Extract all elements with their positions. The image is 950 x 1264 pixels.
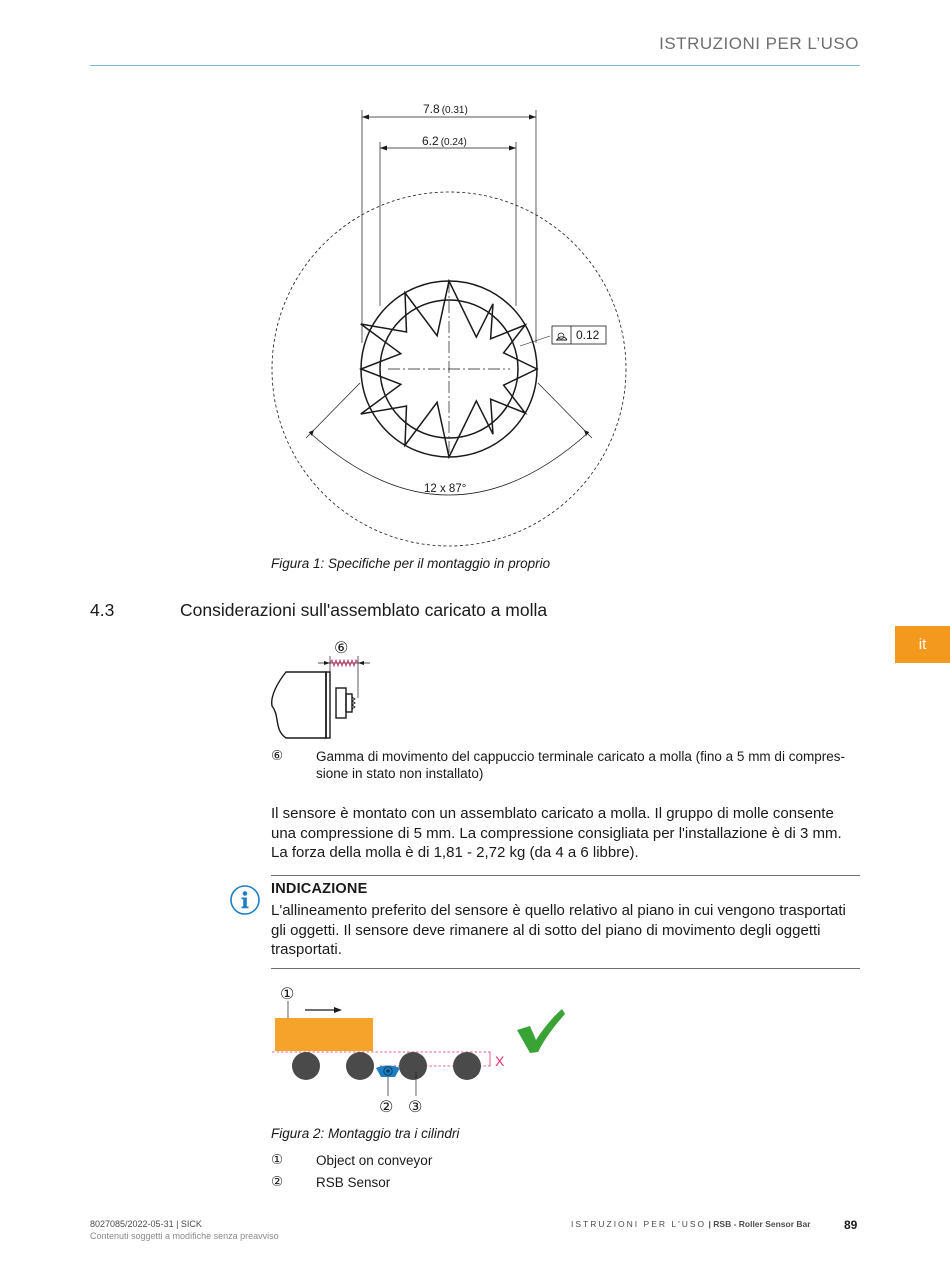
callout-roller: ③ [408,1099,423,1116]
legend-text: Gamma di movimento del cappuccio terminale caricato a molla (fino a 5 mm di compressione in stato non installato) [316,749,845,781]
legend-number: ② [271,1174,284,1189]
legend-text: Object on conveyor [316,1153,433,1168]
dim-outer-inch: (0.31) [441,105,468,116]
note-title: INDICAZIONE [271,881,368,897]
svg-text:6.2(0.24) [422,134,467,148]
roller [453,1052,481,1080]
footer-manual-title [571,1219,811,1229]
note-top-rule [271,875,860,876]
info-icon [229,884,261,916]
section-number: 4.3 [90,600,115,620]
figure-1-caption: Figura 1: Specifiche per il montaggio in proprio [271,556,551,571]
roller [399,1052,427,1080]
note-text: L'allineamento preferito del sensore è quello relativo al piano in cui vengono trasportati gli oggetti. Il sensore deve rimanere al di sotto del piano di movimento degli oggetti trasportati. [271,902,846,958]
tolerance-value: 0.12 [576,328,600,342]
check-mark-icon [517,1009,565,1053]
footer-notice: Contenuti soggetti a modifiche senza preavviso [90,1231,279,1241]
footer-product-label: | RSB - Roller Sensor Bar [708,1219,811,1229]
footer-document-info [90,1218,279,1242]
angle-label: 12 x 87° [424,483,467,495]
legend-text: RSB Sensor [316,1175,391,1190]
header-divider [90,65,860,66]
roller [292,1052,320,1080]
page-number: 89 [844,1218,858,1232]
footer-doc-id: 8027085/2022-05-31 | SICK [90,1219,202,1229]
roller [346,1052,374,1080]
footer-manual-label: ISTRUZIONI PER L'USO [571,1219,707,1229]
language-tab-label: it [918,636,927,653]
rsb-sensor [376,1066,400,1078]
language-tab[interactable] [895,626,950,663]
section-title: Considerazioni sull'assemblato caricato a molla [180,600,548,620]
callout-object: ① [280,986,295,1003]
x-label: X [495,1053,505,1069]
figure-1-drawing [262,98,642,553]
svg-text:7.8(0.31) [423,102,468,116]
figure-2-drawing [262,980,582,1122]
conveyor-object [275,1018,373,1051]
callout-sensor: ② [379,1099,394,1116]
spring-callout-6: ⑥ [334,640,349,657]
legend-number: ⑥ [271,748,284,763]
figure-2-caption: Figura 2: Montaggio tra i cilindri [271,1126,460,1141]
page-header-title: ISTRUZIONI PER L’USO [659,34,859,53]
dim-outer-value: 7.8 [423,102,440,116]
note-bottom-rule [271,968,860,969]
legend-number: ① [271,1152,284,1167]
spring-endcap-drawing [262,634,382,742]
body-paragraph: Il sensore è montato con un assemblato caricato a molla. Il gruppo di molle consente una compressione di 5 mm. La compressione consigliata per l'installazione è di 3 mm. La forza della molla è di 1,81 - 2,72 kg (da 4 a 6 libbre). [271,805,842,861]
dim-inner-inch: (0.24) [440,137,467,148]
dim-inner-value: 6.2 [422,134,439,148]
